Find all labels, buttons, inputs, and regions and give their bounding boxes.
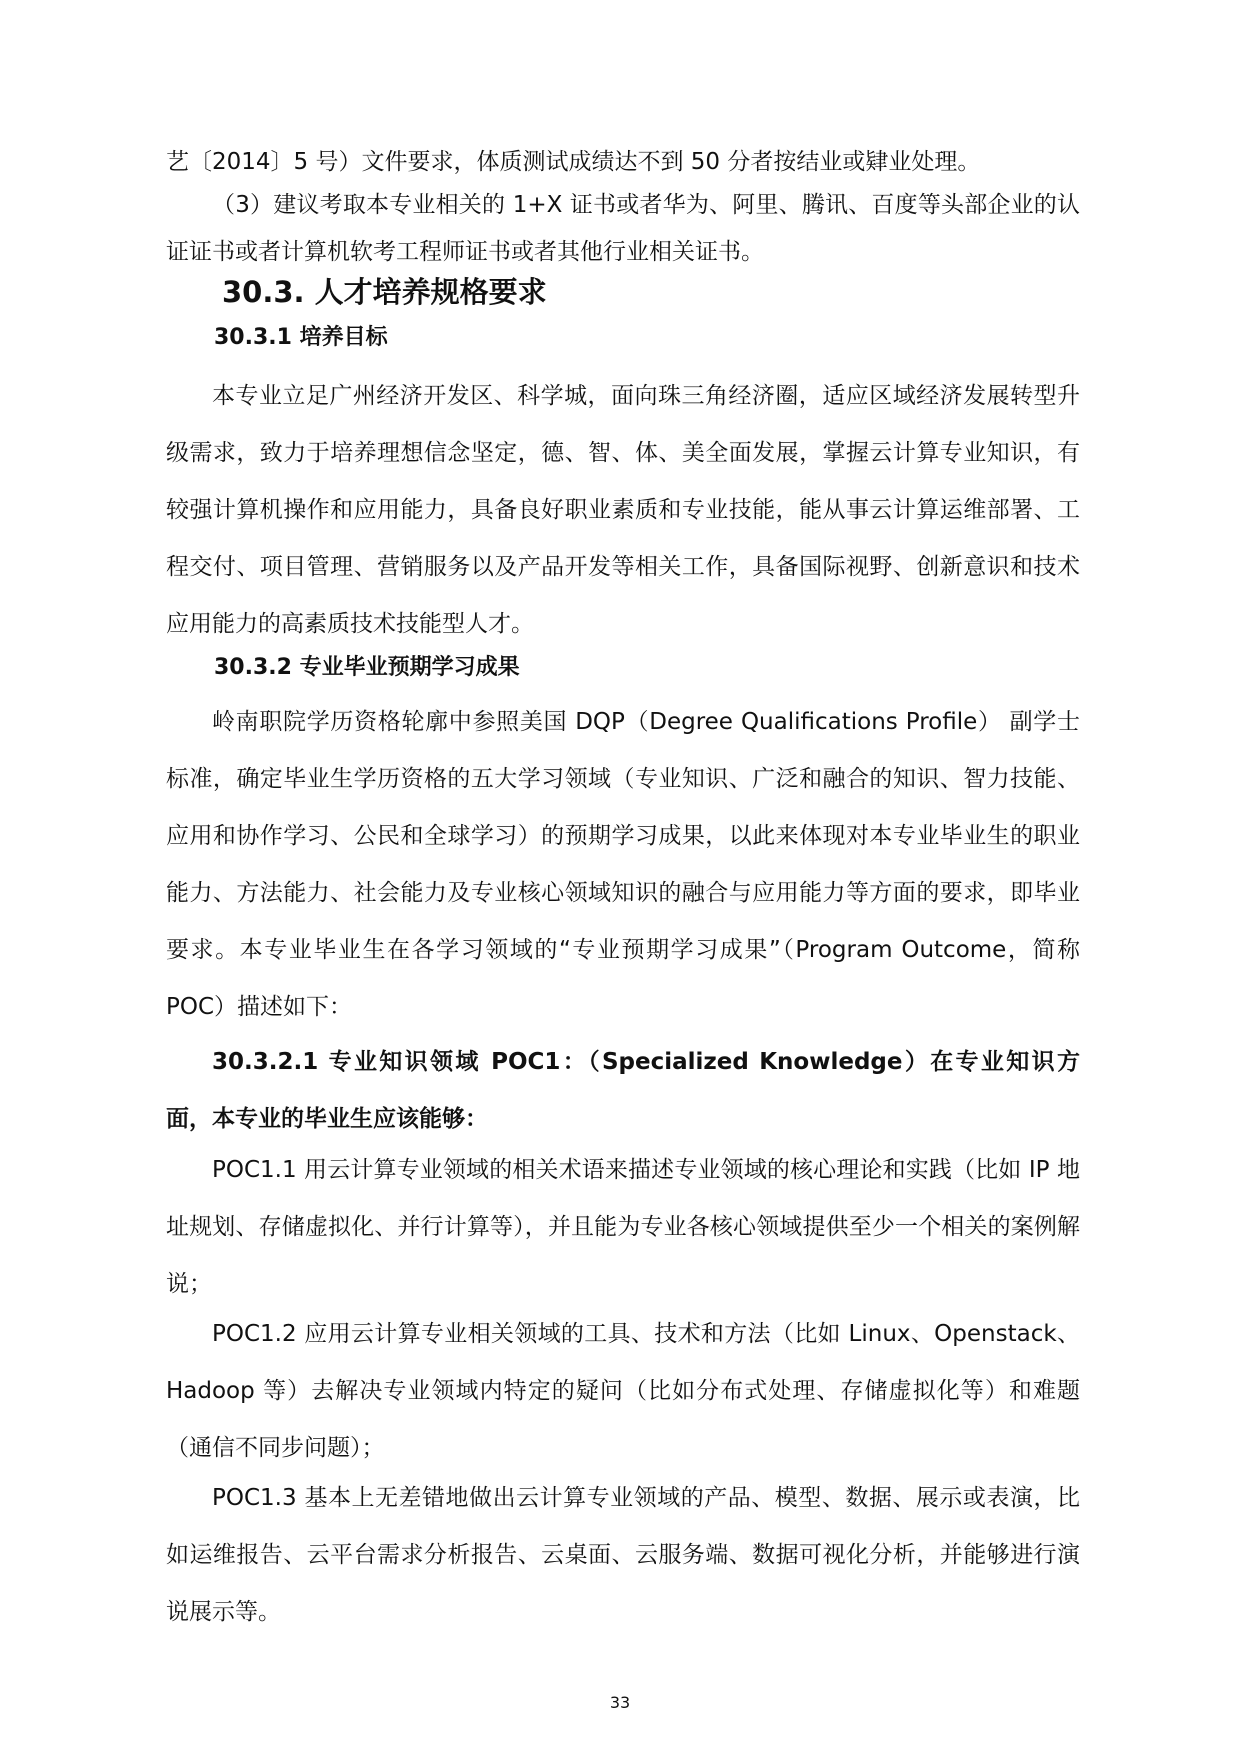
paragraph-dqp-description: 岭南职院学历资格轮廓中参照美国 DQP（Degree Qualifications Profile） 副学士标准，确定毕业生学历资格的五大学习领域（专业知识、广泛和融合的知识、智力技能、应用和协作学习、公民和全球学习）的预期学习成果，以此来体现对本专业毕业生的职业能力、方法能力、社会能力及专业核心领域知识的融合与应用能力等方面的要求，即毕业要求。本专业毕业生在各学习领域的“专业预期学习成果”（Program Outcome，简称 POC）描述如下：	[166, 709, 1080, 1020]
subsection-heading-30-3-1: 30.3.1 培养目标	[214, 325, 388, 350]
paragraph-poc1-2: POC1.2 应用云计算专业相关领域的工具、技术和方法（比如 Linux、Openstack、Hadoop 等）去解决专业领域内特定的疑问（比如分布式处理、存储虚拟化等）和难题（通信不同步问题）；	[166, 1321, 1080, 1461]
paragraph-recommendation: （3）建议考取本专业相关的 1+X 证书或者华为、阿里、腾讯、百度等头部企业的认证证书或者计算机软考工程师证书或者其他行业相关证书。	[166, 192, 1080, 265]
paragraph-poc1-1: POC1.1 用云计算专业领域的相关术语来描述专业领域的核心理论和实践（比如 IP 地址规划、存储虚拟化、并行计算等），并且能为专业各核心领域提供至少一个相关的案例解说；	[166, 1157, 1080, 1297]
paragraph-poc1-3: POC1.3 基本上无差错地做出云计算专业领域的产品、模型、数据、展示或表演，比如运维报告、云平台需求分析报告、云桌面、云服务端、数据可视化分析，并能够进行演说展示等。	[166, 1485, 1080, 1625]
paragraph-training-goal: 本专业立足广州经济开发区、科学城，面向珠三角经济圈，适应区域经济发展转型升级需求，致力于培养理想信念坚定，德、智、体、美全面发展，掌握云计算专业知识，有较强计算机操作和应用能力，具备良好职业素质和专业技能，能从事云计算运维部署、工程交付、项目管理、营销服务以及产品开发等相关工作，具备国际视野、创新意识和技术应用能力的高素质技术技能型人才。	[166, 383, 1080, 637]
paragraph-continuation: 艺〔2014〕5 号）文件要求，体质测试成绩达不到 50 分者按结业或肄业处理。	[166, 149, 981, 175]
page-number: 33	[609, 1693, 631, 1712]
section-heading-30-3: 30.3. 人才培养规格要求	[222, 275, 547, 309]
paragraph-poc1-heading: 30.3.2.1 专业知识领域 POC1：（Specialized Knowledge）在专业知识方面，本专业的毕业生应该能够：	[166, 1049, 1080, 1132]
subsection-heading-30-3-2: 30.3.2 专业毕业预期学习成果	[214, 655, 520, 680]
